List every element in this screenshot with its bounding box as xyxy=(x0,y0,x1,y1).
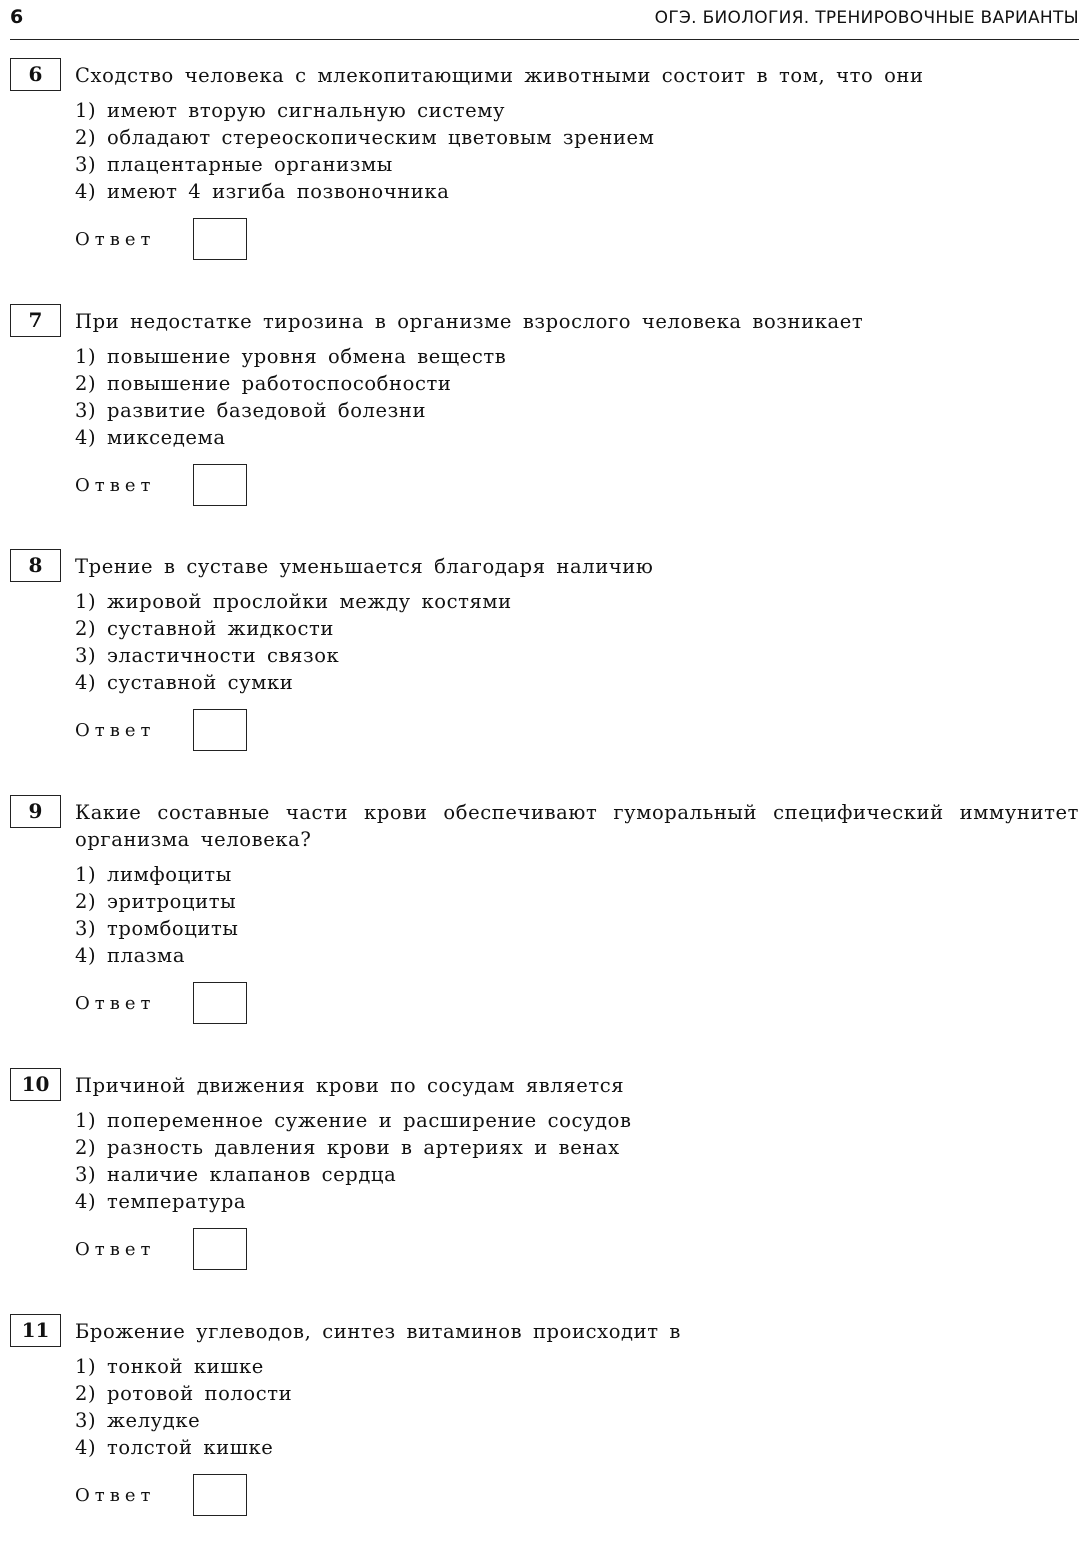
task-6 xyxy=(0,58,1089,288)
option-2: 2) суставной жидкости xyxy=(75,617,335,640)
option-1: 1) повышение уровня обмена веществ xyxy=(75,345,507,368)
answer-row xyxy=(75,1228,255,1270)
question-text: Причиной движения крови по сосудам является xyxy=(75,1074,625,1097)
option-4: 4) суставной сумки xyxy=(75,671,294,694)
answer-options xyxy=(75,861,239,969)
option-1: 1) попеременное сужение и расширение сосудов xyxy=(75,1109,632,1132)
option-1: 1) тонкой кишке xyxy=(75,1355,264,1378)
option-4: 4) температура xyxy=(75,1190,247,1213)
option-1: 1) жировой прослойки между костями xyxy=(75,590,512,613)
option-2: 2) разность давления крови в артериях и венах xyxy=(75,1136,620,1159)
option-4: 4) толстой кишке xyxy=(75,1436,274,1459)
option-3: 3) плацентарные организмы xyxy=(75,153,393,176)
task-8 xyxy=(0,549,1089,779)
option-3: 3) желудке xyxy=(75,1409,201,1432)
option-2: 2) обладают стереоскопическим цветовым зрением xyxy=(75,126,655,149)
task-7 xyxy=(0,304,1089,534)
task-number: 7 xyxy=(10,304,61,337)
answer-row xyxy=(75,464,255,506)
question-text: Трение в суставе уменьшается благодаря наличию xyxy=(75,555,654,578)
option-2: 2) ротовой полости xyxy=(75,1382,293,1405)
option-4: 4) имеют 4 изгиба позвоночника xyxy=(75,180,450,203)
task-9 xyxy=(0,795,1089,1025)
option-1: 1) лимфоциты xyxy=(75,863,232,886)
answer-label: Ответ xyxy=(75,1239,156,1260)
answer-row xyxy=(75,218,255,260)
task-number: 11 xyxy=(10,1314,61,1347)
answer-label: Ответ xyxy=(75,993,156,1014)
answer-row xyxy=(75,709,255,751)
answer-label: Ответ xyxy=(75,475,156,496)
option-2: 2) эритроциты xyxy=(75,890,237,913)
option-4: 4) плазма xyxy=(75,944,186,967)
answer-row xyxy=(75,982,255,1024)
option-3: 3) эластичности связок xyxy=(75,644,340,667)
question-text: Какие составные части крови обеспечивают гуморальный специфический иммунитет организма человека? xyxy=(75,801,1079,851)
question-text: При недостатке тирозина в организме взрослого человека возникает xyxy=(75,310,864,333)
option-3: 3) тромбоциты xyxy=(75,917,239,940)
answer-options xyxy=(75,343,506,451)
answer-box[interactable] xyxy=(193,982,247,1024)
answer-box[interactable] xyxy=(193,1228,247,1270)
answer-box[interactable] xyxy=(193,709,247,751)
answer-options xyxy=(75,588,512,696)
task-11 xyxy=(0,1314,1089,1544)
task-number: 8 xyxy=(10,549,61,582)
option-2: 2) повышение работоспособности xyxy=(75,372,452,395)
option-3: 3) развитие базедовой болезни xyxy=(75,399,427,422)
answer-options xyxy=(75,1353,292,1461)
task-10 xyxy=(0,1068,1089,1298)
answer-box[interactable] xyxy=(193,1474,247,1516)
page-header xyxy=(10,0,1079,40)
answer-box[interactable] xyxy=(193,464,247,506)
task-number: 10 xyxy=(10,1068,61,1101)
question-text: Сходство человека с млекопитающими животными состоит в том, что они xyxy=(75,64,924,87)
task-number: 6 xyxy=(10,58,61,91)
answer-box[interactable] xyxy=(193,218,247,260)
answer-row xyxy=(75,1474,255,1516)
answer-options xyxy=(75,97,654,205)
option-1: 1) имеют вторую сигнальную систему xyxy=(75,99,506,122)
option-4: 4) микседема xyxy=(75,426,226,449)
answer-label: Ответ xyxy=(75,1485,156,1506)
answer-label: Ответ xyxy=(75,720,156,741)
answer-label: Ответ xyxy=(75,229,156,250)
task-number: 9 xyxy=(10,795,61,828)
option-3: 3) наличие клапанов сердца xyxy=(75,1163,397,1186)
running-title: ОГЭ. БИОЛОГИЯ. ТРЕНИРОВОЧНЫЕ ВАРИАНТЫ xyxy=(654,8,1079,28)
answer-options xyxy=(75,1107,632,1215)
page-number: 6 xyxy=(10,6,24,28)
question-text: Брожение углеводов, синтез витаминов происходит в xyxy=(75,1320,682,1343)
